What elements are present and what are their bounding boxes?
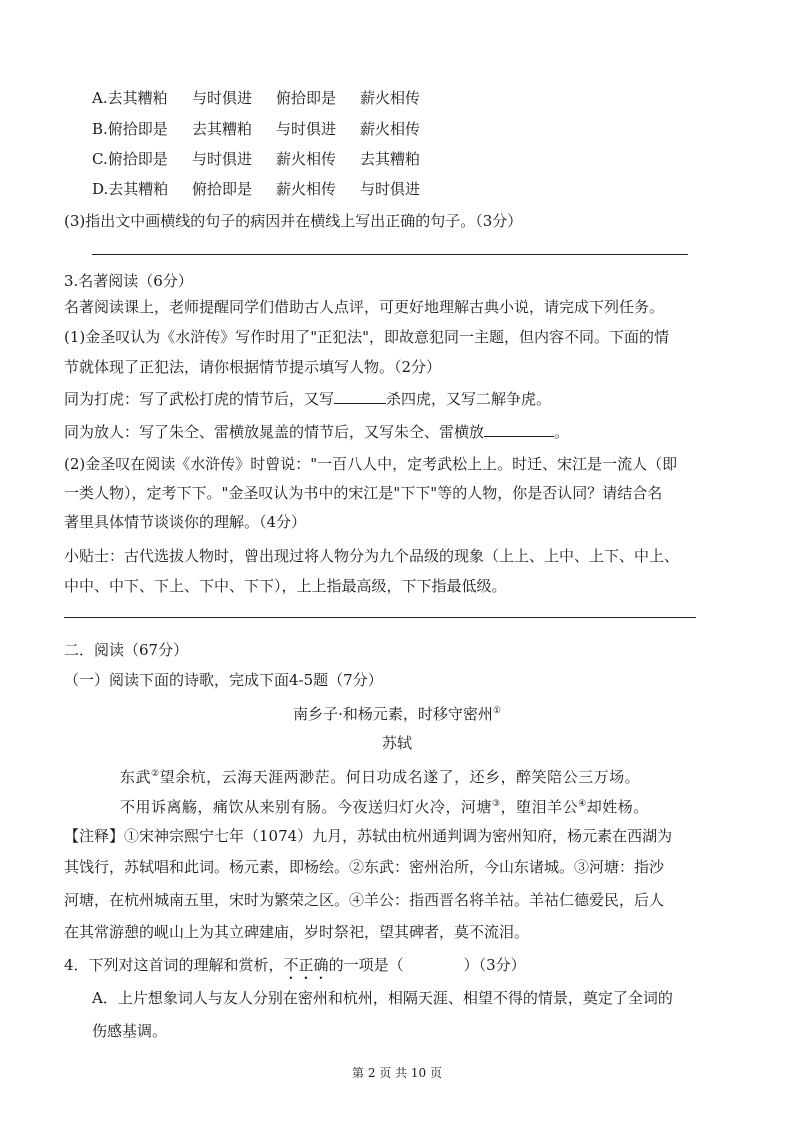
- q4-emphasis: 不正确: [283, 956, 329, 974]
- option-label: C.: [92, 150, 108, 168]
- fill-text: 。: [554, 423, 570, 441]
- option-label: D.: [92, 180, 109, 198]
- option-item: 薪火相传: [360, 89, 421, 107]
- option-item: 薪火相传: [360, 120, 421, 138]
- footnote-mark: ②: [151, 769, 160, 779]
- q4-option-a-line1: A．上片想象词人与友人分别在密州和杭州，相隔天涯、相望不得的情景，奠定了全词的: [92, 989, 673, 1007]
- footnote-mark: ④: [578, 799, 587, 809]
- poem-text: 却姓杨。: [586, 798, 649, 816]
- q3-sub2-line1: (2)金圣叹在阅读《水浒传》时曾说："一百八人中，定考武松上上。时迁、宋江是一流人（即: [64, 455, 678, 473]
- q3-fill1: [64, 389, 551, 409]
- option-item: 去其糟粕: [192, 120, 253, 138]
- q3-tip-line2: 中中、中下、下上、下中、下下），上上指最高级，下下指最低级。: [64, 577, 507, 595]
- option-c: [92, 149, 420, 169]
- fill-blank[interactable]: [334, 389, 386, 404]
- section2-part1: （一）阅读下面的诗歌，完成下面4-5题（7分）: [64, 671, 383, 689]
- notes-line-2: 其饯行，苏轼唱和此词。杨元素，即杨绘。②东武：密州治所，今山东诸城。③河塘：指沙: [64, 858, 665, 876]
- option-item: 与时俱进: [192, 89, 253, 107]
- fill-blank[interactable]: [484, 422, 554, 437]
- option-item: 去其糟粕: [360, 150, 421, 168]
- answer-line: [92, 254, 688, 255]
- option-item: 去其糟粕: [108, 180, 169, 198]
- option-d: [92, 179, 420, 199]
- option-item: 俯拾即是: [107, 120, 168, 138]
- q3-sub2-line3: 著里具体情节谈谈你的理解。（4分）: [64, 513, 307, 531]
- q3-sub1-line2: 节就体现了正犯法，请你根据情节提示填写人物。（2分）: [64, 358, 442, 376]
- section2-title: 二．阅读（67分）: [64, 641, 189, 659]
- option-a: [92, 88, 420, 108]
- fill-text: 同为打虎：写了武松打虎的情节后，又写: [64, 390, 335, 408]
- q4-option-a-line2: 伤感基调。: [92, 1022, 168, 1040]
- poem-text: ，堕泪羊公: [500, 798, 579, 816]
- option-item: 与时俱进: [192, 150, 253, 168]
- notes-line-3: 河塘，在杭州城南五里，宋时为繁荣之区。④羊公：指西晋名将羊祜。羊祜仁德爱民，后人: [64, 891, 665, 909]
- option-item: 与时俱进: [360, 180, 421, 198]
- q3-intro: 名著阅读课上，老师提醒同学们借助古人点评，可更好地理解古典小说，请完成下列任务。: [64, 298, 665, 316]
- footnote-mark: ③: [492, 799, 501, 809]
- option-item: 薪火相传: [276, 180, 337, 198]
- poem-title: [0, 701, 794, 724]
- option-item: 俯拾即是: [192, 180, 253, 198]
- q3-tip-line1: 小贴士：古代选拔人物时，曾出现过将人物分为九个品级的现象（上上、上中、上下、中上、: [64, 547, 680, 565]
- option-item: 俯拾即是: [107, 150, 168, 168]
- q3-sub1-line1: (1)金圣叹认为《水浒传》写作时用了"正犯法"，即故意犯同一主题，但内容不同。下面的情: [64, 328, 670, 346]
- poem-line-1: [120, 764, 640, 787]
- q4-stem: [64, 955, 526, 983]
- poem-author: 苏轼: [381, 734, 412, 752]
- notes-line-1: 【注释】①宋神宗熙宁七年（1074）九月，苏轼由杭州通判调为密州知府，杨元素在西湖为: [64, 827, 673, 845]
- poem-text: 不用诉离觞，痛饮从来别有肠。今夜送归灯火冷，河塘: [120, 798, 493, 816]
- q4-text: ）（3分）: [463, 956, 526, 974]
- option-item: 薪火相传: [276, 150, 337, 168]
- page-footer: 第 2 页 共 10 页: [352, 1066, 442, 1080]
- q4-text: 的一项是（: [328, 956, 404, 974]
- option-item: 与时俱进: [276, 120, 337, 138]
- fill-text: 杀四虎，又写二解争虎。: [386, 390, 552, 408]
- q3-sub2-line2: 一类人物），定考下下。"金圣叹认为书中的宋江是"下下"等的人物，你是否认同？请结合名: [64, 484, 663, 502]
- poem-title-text: 南乡子·和杨元素，时移守密州: [293, 705, 493, 723]
- option-label: B.: [92, 120, 108, 138]
- footnote-mark: ①: [492, 706, 501, 716]
- option-item: 去其糟粕: [107, 89, 168, 107]
- q3-title: 3.名著阅读（6分）: [64, 272, 193, 290]
- option-label: A.: [92, 89, 108, 107]
- poem-text: 望余杭，云海天涯两渺茫。何日功成名遂了，还乡，醉笑陪公三万场。: [159, 768, 641, 786]
- option-item: 俯拾即是: [276, 89, 337, 107]
- poem-text: 东武: [120, 768, 152, 786]
- answer-line: [64, 617, 696, 618]
- q4-text: 4．下列对这首词的理解和赏析，: [64, 956, 284, 974]
- poem-line-2: [120, 794, 649, 817]
- option-b: [92, 119, 420, 139]
- q3-fill2: [64, 422, 569, 442]
- fill-text: 同为放人：写了朱仝、雷横放晁盖的情节后，又写朱仝、雷横放: [64, 423, 485, 441]
- q2-sub3: (3)指出文中画横线的句子的病因并在横线上写出正确的句子。（3分）: [64, 212, 523, 230]
- notes-line-4: 在其常游憩的岘山上为其立碑建庙，岁时祭祀，望其碑者，莫不流泪。: [64, 923, 530, 941]
